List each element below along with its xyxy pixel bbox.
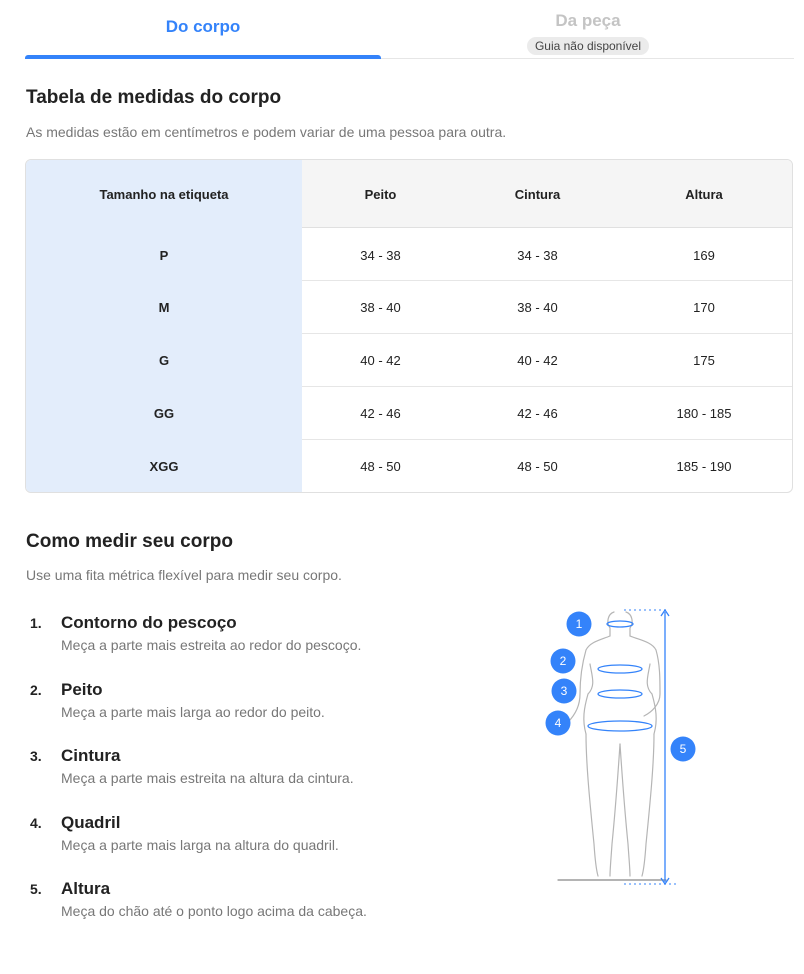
- tab-do-corpo[interactable]: [25, 0, 381, 58]
- step-description: Meça a parte mais larga na altura do quadril.: [61, 837, 339, 853]
- tab-do-corpo-label: Do corpo: [165, 17, 241, 36]
- active-tab-indicator: [25, 55, 381, 59]
- height-value: 169: [693, 248, 715, 263]
- row-divider: [302, 280, 792, 281]
- size-label: GG: [153, 406, 175, 421]
- marker-1-label: 1: [575, 617, 583, 631]
- step-description: Meça a parte mais estreita na altura da cintura.: [61, 770, 354, 786]
- size-column-background: [26, 160, 302, 492]
- body-table-subtitle: As medidas estão em centímetros e podem variar de uma pessoa para outra.: [26, 124, 507, 140]
- step-description: Meça a parte mais larga ao redor do peito.: [61, 704, 325, 720]
- chest-value: 34 - 38: [360, 248, 401, 263]
- row-divider: [302, 439, 792, 440]
- waist-value: 48 - 50: [517, 459, 558, 474]
- marker-5-label: 5: [679, 742, 687, 756]
- step-number: 1.: [30, 615, 42, 631]
- header-peito: Peito: [364, 187, 397, 202]
- height-value: 170: [693, 300, 715, 315]
- height-value: 185 - 190: [676, 459, 732, 474]
- chest-value: 42 - 46: [360, 406, 401, 421]
- size-label: XGG: [149, 459, 179, 474]
- waist-value: 34 - 38: [517, 248, 558, 263]
- step-title: Contorno do pescoço: [61, 613, 237, 632]
- size-table: [25, 159, 793, 493]
- step-description: Meça do chão até o ponto logo acima da cabeça.: [61, 903, 367, 919]
- waist-value: 38 - 40: [517, 300, 558, 315]
- marker-2-label: 2: [559, 654, 567, 668]
- tab-bar: [25, 0, 794, 59]
- body-table-title: Tabela de medidas do corpo: [26, 87, 282, 108]
- step-number: 4.: [30, 815, 42, 831]
- size-label: G: [158, 353, 170, 368]
- guide-unavailable-badge: Guia não disponível: [527, 37, 649, 55]
- step-description: Meça a parte mais estreita ao redor do pescoço.: [61, 637, 362, 653]
- header-cintura: Cintura: [514, 187, 561, 202]
- marker-4-label: 4: [554, 716, 562, 730]
- chest-value: 48 - 50: [360, 459, 401, 474]
- header-tamanho: Tamanho na etiqueta: [99, 187, 229, 202]
- step-title: Peito: [61, 680, 103, 699]
- step-number: 2.: [30, 682, 42, 698]
- size-label: P: [159, 248, 169, 263]
- how-to-subtitle: Use uma fita métrica flexível para medir seu corpo.: [26, 567, 342, 583]
- tab-da-peca-label: Da peça: [555, 11, 621, 30]
- chest-value: 38 - 40: [360, 300, 401, 315]
- header-altura: Altura: [685, 187, 723, 202]
- step-title: Altura: [61, 879, 111, 898]
- size-label: M: [158, 300, 170, 315]
- chest-value: 40 - 42: [360, 353, 401, 368]
- step-title: Quadril: [61, 813, 121, 832]
- how-to-title: Como medir seu corpo: [26, 531, 233, 552]
- waist-value: 40 - 42: [517, 353, 558, 368]
- tab-da-peca[interactable]: [410, 0, 766, 58]
- step-number: 3.: [30, 748, 42, 764]
- height-value: 175: [693, 353, 715, 368]
- waist-value: 42 - 46: [517, 406, 558, 421]
- marker-3-label: 3: [560, 684, 568, 698]
- row-divider: [302, 333, 792, 334]
- height-value: 180 - 185: [676, 406, 732, 421]
- step-number: 5.: [30, 881, 42, 897]
- body-measurement-illustration: [540, 604, 710, 894]
- row-divider: [302, 386, 792, 387]
- step-title: Cintura: [61, 746, 121, 765]
